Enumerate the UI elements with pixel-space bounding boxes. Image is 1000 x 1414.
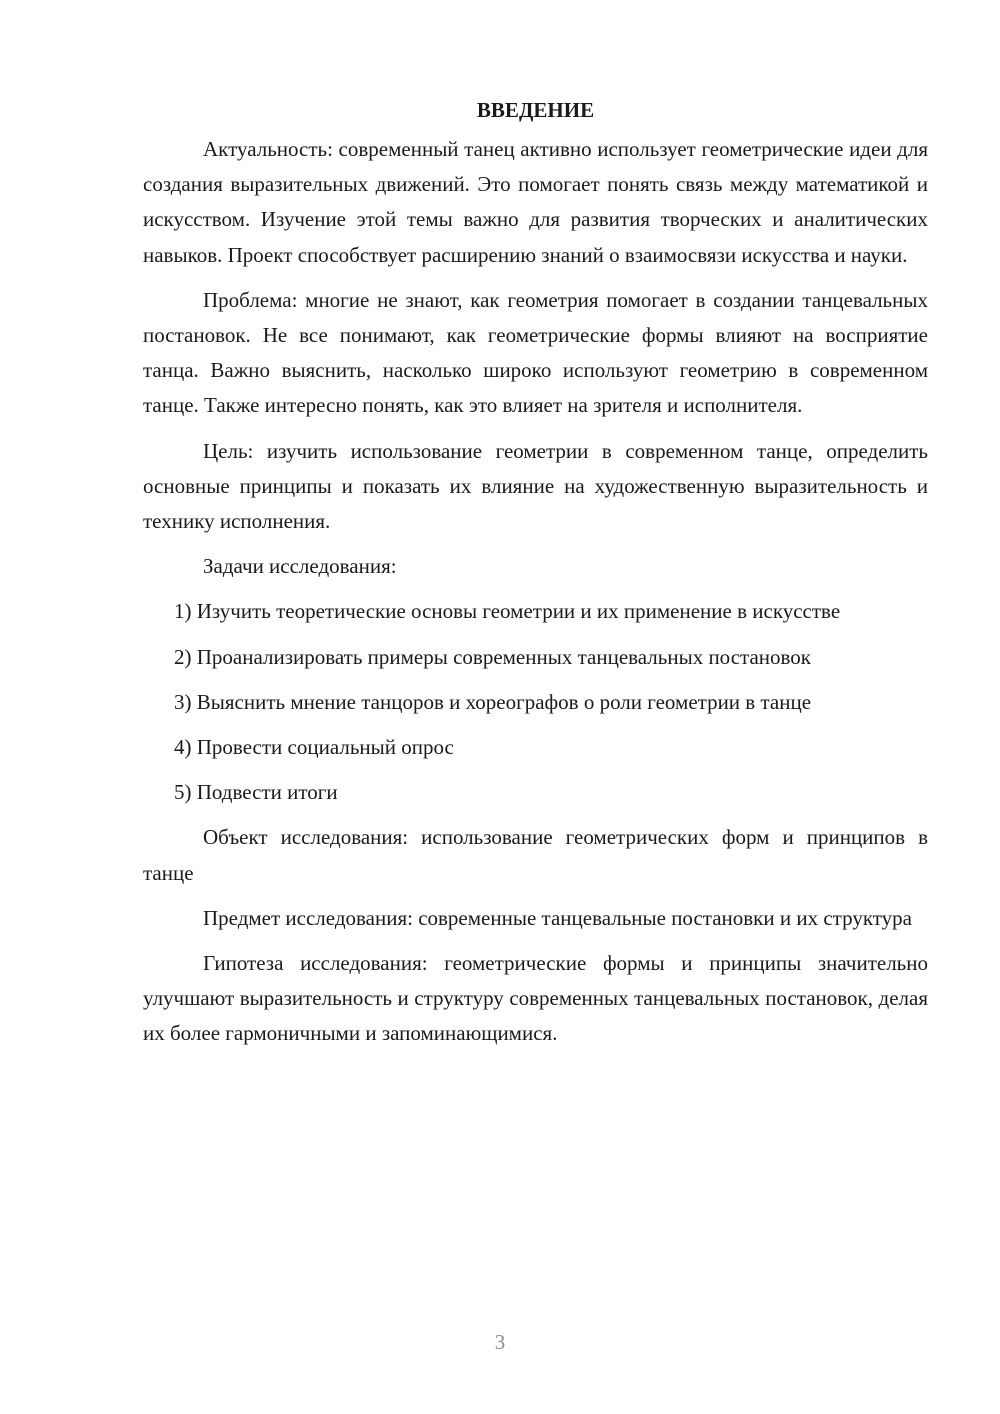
task-item-3: 3) Выяснить мнение танцоров и хореографов о роли геометрии в танце	[174, 689, 812, 714]
task-item-1: 1) Изучить теоретические основы геометрии и их применение в искусстве	[174, 599, 841, 624]
tasks-list	[143, 594, 928, 810]
task-item-2: 2) Проанализировать примеры современных танцевальных постановок	[174, 644, 811, 669]
tasks-heading: Задачи исследования:	[203, 554, 397, 579]
problem-paragraph: Проблема: многие не знают, как геометрия помогает в создании танцевальных постановок. Не все понимают, как геометрические формы влияют на восприятие танца. Важно выяснить, насколько широко используют геометрию в современном танце. Также интересно понять, как это влияет на зрителя и исполнителя.	[143, 287, 928, 418]
hypothesis-paragraph: Гипотеза исследования: геометрические формы и принципы значительно улучшают выразительность и структуру современных танцевальных постановок, делая их более гармоничными и запоминающимися.	[143, 951, 928, 1046]
task-item-5: 5) Подвести итоги	[174, 780, 338, 805]
object-paragraph: Объект исследования: использование геометрических форм и принципов в танце	[143, 825, 928, 885]
page-title: ВВЕДЕНИЕ	[476, 98, 595, 122]
subject-paragraph: Предмет исследования: современные танцевальные постановки и их структура	[203, 905, 912, 930]
goal-paragraph: Цель: изучить использование геометрии в современном танце, определить основные принципы и показать их влияние на художественную выразительность и технику исполнения.	[143, 438, 928, 534]
document-page	[143, 92, 928, 1062]
relevance-paragraph: Актуальность: современный танец активно использует геометрические идеи для создания выразительных движений. Это помогает понять связь между математикой и искусством. Изучение этой темы важно для развития творческих и аналитических навыков. Проект способствует расширению знаний о взаимосвязи искусства и науки.	[143, 137, 928, 267]
task-item-4: 4) Провести социальный опрос	[174, 735, 454, 760]
page-number: 3	[494, 1330, 506, 1354]
